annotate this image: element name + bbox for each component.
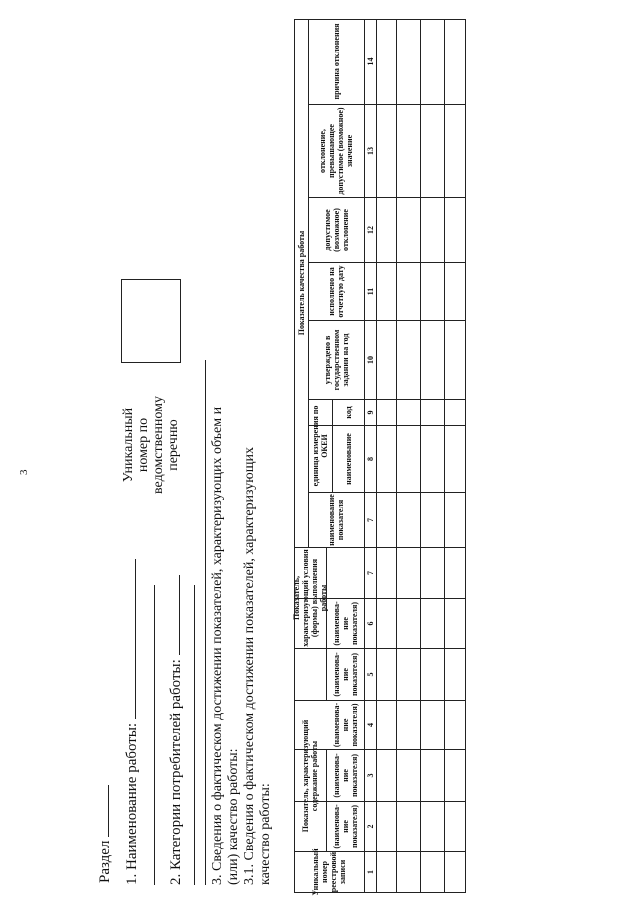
section-label: Раздел [97, 840, 113, 883]
sub-indicator-6: (наименова- ние показателя) [331, 601, 359, 646]
consumers-label: 2. Категории потребителей работы: [168, 659, 184, 885]
header-unit-name: наименование [343, 433, 353, 485]
work-name-blank[interactable] [121, 559, 136, 719]
col-number: 7 [365, 571, 375, 575]
col-number: 9 [365, 410, 375, 415]
work-name-line-2[interactable] [154, 585, 155, 885]
work-name-label: 1. Наименование работы: [124, 722, 140, 885]
unique-number-line: перечню [166, 419, 181, 471]
sub-indicator-5: (наименова- ние показателя) [331, 652, 359, 697]
col-number: 14 [365, 57, 375, 66]
section-heading [94, 785, 114, 883]
unique-number-line: ведомственному [151, 396, 166, 494]
header-registry: Уникальный номер реестровой записи [311, 848, 347, 896]
col-number: 11 [365, 287, 375, 296]
sub-indicator-4: (наименова- ние показателя) [331, 702, 359, 748]
header-exceed: отклонение, превышающее допустимое (возможное) значение [318, 107, 354, 195]
col-number: 12 [365, 226, 375, 234]
unique-number-line: номер по [136, 417, 151, 473]
consumers-row [165, 575, 185, 885]
header-approved: утверждено в государственном задании на год [322, 329, 350, 391]
header-unit: единица измерения по ОКЕИ [311, 405, 329, 487]
unique-number-label [121, 385, 181, 505]
section3-text [210, 407, 274, 885]
col-number: 8 [365, 457, 375, 461]
header-reason: причина отклонения [331, 23, 341, 100]
quality-table [292, 19, 466, 896]
consumers-line-2[interactable] [194, 585, 195, 885]
col-number: 10 [365, 356, 375, 364]
col-number: 7 [365, 518, 375, 522]
header-content: Показатель, характеризующий содержание работы [301, 719, 319, 833]
col-number: 6 [365, 621, 375, 626]
col-number: 3 [365, 773, 375, 778]
sub-indicator-3: (наименова- ние показателя) [331, 753, 359, 798]
section3-line: 3. Сведения о фактическом достижении показателей, характеризующих объем и [210, 406, 225, 885]
divider [205, 360, 206, 885]
header-quality: Показатель качества работы [296, 230, 306, 336]
col-number: 13 [365, 147, 375, 155]
work-name-row [121, 559, 141, 885]
col-number: 1 [365, 870, 375, 874]
section3-line: 3.1. Сведения о фактическом достижении показателей, характеризующих [242, 447, 257, 885]
col-number: 5 [365, 672, 375, 677]
section-number-blank[interactable] [94, 785, 109, 837]
col-number: 2 [365, 824, 375, 829]
unique-number-box[interactable] [121, 279, 181, 363]
header-conditions: Показатель, характеризующий условия (формы) выполнения работы [292, 549, 328, 647]
header-unit-code: код [343, 406, 353, 419]
header-allowed: допустимое (возможное) отклонение [322, 208, 350, 252]
unique-number-line: Уникальный [121, 407, 136, 483]
header-indicator-name: наименование показателя [327, 494, 345, 546]
section3-line: (или) качество работы: [226, 748, 241, 885]
section3-line: качество работы: [258, 783, 273, 885]
consumers-blank[interactable] [165, 575, 180, 655]
sub-indicator-2: (наименова- ние показателя) [331, 804, 359, 849]
col-number: 4 [365, 723, 375, 727]
header-done: исполнено на отчетную дату [327, 265, 345, 318]
page-number: 3 [18, 469, 30, 475]
